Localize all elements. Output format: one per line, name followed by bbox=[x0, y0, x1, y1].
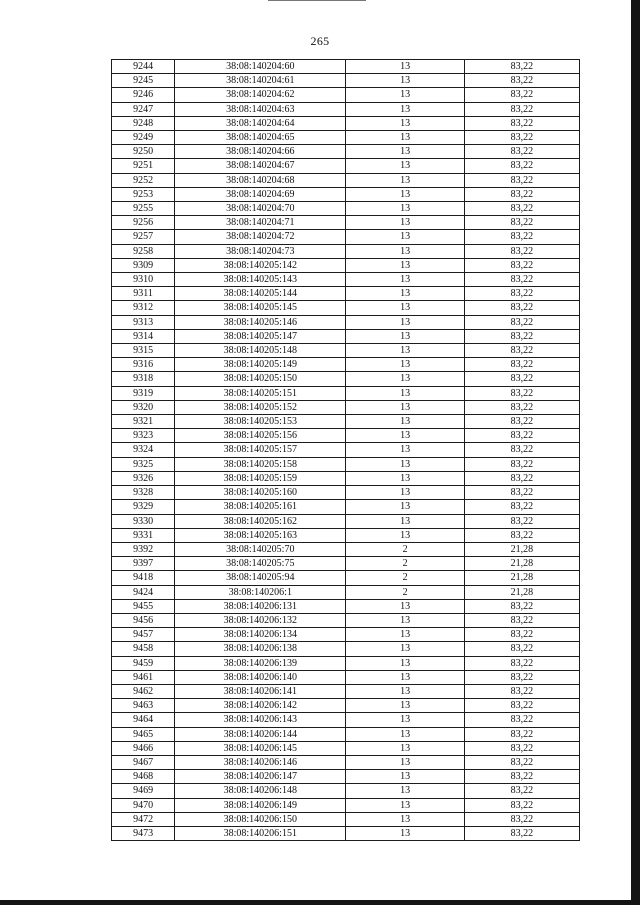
table-row bbox=[112, 287, 580, 301]
row-number-cell: 9330 bbox=[112, 514, 175, 528]
row-number-cell: 9247 bbox=[112, 102, 175, 116]
cadastral-number-cell: 38:08:140204:61 bbox=[175, 74, 346, 88]
row-number-cell: 9321 bbox=[112, 415, 175, 429]
row-number-cell: 9251 bbox=[112, 159, 175, 173]
value-cell: 83,22 bbox=[464, 131, 579, 145]
row-number-cell: 9257 bbox=[112, 230, 175, 244]
cadastral-number-cell: 38:08:140206:145 bbox=[175, 741, 346, 755]
cadastral-number-cell: 38:08:140205:148 bbox=[175, 344, 346, 358]
cadastral-number-cell: 38:08:140206:134 bbox=[175, 628, 346, 642]
count-cell: 13 bbox=[346, 599, 464, 613]
value-cell: 83,22 bbox=[464, 826, 579, 840]
value-cell: 83,22 bbox=[464, 400, 579, 414]
value-cell: 83,22 bbox=[464, 599, 579, 613]
scan-edge-bottom bbox=[0, 900, 640, 905]
table-row bbox=[112, 60, 580, 74]
row-number-cell: 9456 bbox=[112, 613, 175, 627]
table-row bbox=[112, 216, 580, 230]
value-cell: 83,22 bbox=[464, 230, 579, 244]
cadastral-number-cell: 38:08:140205:70 bbox=[175, 542, 346, 556]
table-row bbox=[112, 727, 580, 741]
table-row bbox=[112, 557, 580, 571]
table-row bbox=[112, 145, 580, 159]
row-number-cell: 9424 bbox=[112, 585, 175, 599]
cadastral-number-cell: 38:08:140205:145 bbox=[175, 301, 346, 315]
table-row bbox=[112, 500, 580, 514]
table-row bbox=[112, 102, 580, 116]
table-row bbox=[112, 429, 580, 443]
row-number-cell: 9326 bbox=[112, 471, 175, 485]
value-cell: 83,22 bbox=[464, 727, 579, 741]
value-cell: 83,22 bbox=[464, 216, 579, 230]
cadastral-number-cell: 38:08:140205:163 bbox=[175, 528, 346, 542]
count-cell: 13 bbox=[346, 372, 464, 386]
value-cell: 83,22 bbox=[464, 187, 579, 201]
row-number-cell: 9250 bbox=[112, 145, 175, 159]
value-cell: 83,22 bbox=[464, 755, 579, 769]
row-number-cell: 9315 bbox=[112, 344, 175, 358]
value-cell: 83,22 bbox=[464, 145, 579, 159]
table-row bbox=[112, 372, 580, 386]
count-cell: 13 bbox=[346, 486, 464, 500]
count-cell: 13 bbox=[346, 812, 464, 826]
count-cell: 13 bbox=[346, 102, 464, 116]
cadastral-number-cell: 38:08:140204:66 bbox=[175, 145, 346, 159]
table-row bbox=[112, 486, 580, 500]
value-cell: 83,22 bbox=[464, 741, 579, 755]
table-row bbox=[112, 670, 580, 684]
count-cell: 13 bbox=[346, 784, 464, 798]
value-cell: 83,22 bbox=[464, 202, 579, 216]
cadastral-number-cell: 38:08:140205:149 bbox=[175, 358, 346, 372]
count-cell: 13 bbox=[346, 315, 464, 329]
table-row bbox=[112, 230, 580, 244]
cadastral-number-cell: 38:08:140206:148 bbox=[175, 784, 346, 798]
count-cell: 13 bbox=[346, 684, 464, 698]
value-cell: 83,22 bbox=[464, 415, 579, 429]
row-number-cell: 9464 bbox=[112, 713, 175, 727]
value-cell: 83,22 bbox=[464, 116, 579, 130]
row-number-cell: 9323 bbox=[112, 429, 175, 443]
row-number-cell: 9313 bbox=[112, 315, 175, 329]
value-cell: 83,22 bbox=[464, 670, 579, 684]
value-cell: 83,22 bbox=[464, 88, 579, 102]
table-row bbox=[112, 812, 580, 826]
value-cell: 83,22 bbox=[464, 514, 579, 528]
cadastral-number-cell: 38:08:140205:94 bbox=[175, 571, 346, 585]
cadastral-number-cell: 38:08:140205:162 bbox=[175, 514, 346, 528]
count-cell: 13 bbox=[346, 656, 464, 670]
table-row bbox=[112, 642, 580, 656]
value-cell: 83,22 bbox=[464, 74, 579, 88]
row-number-cell: 9245 bbox=[112, 74, 175, 88]
cadastral-number-cell: 38:08:140206:150 bbox=[175, 812, 346, 826]
value-cell: 83,22 bbox=[464, 329, 579, 343]
row-number-cell: 9458 bbox=[112, 642, 175, 656]
cadastral-number-cell: 38:08:140205:157 bbox=[175, 443, 346, 457]
cadastral-number-cell: 38:08:140205:158 bbox=[175, 457, 346, 471]
count-cell: 2 bbox=[346, 542, 464, 556]
row-number-cell: 9472 bbox=[112, 812, 175, 826]
count-cell: 13 bbox=[346, 400, 464, 414]
row-number-cell: 9320 bbox=[112, 400, 175, 414]
row-number-cell: 9325 bbox=[112, 457, 175, 471]
value-cell: 83,22 bbox=[464, 628, 579, 642]
cadastral-number-cell: 38:08:140205:153 bbox=[175, 415, 346, 429]
value-cell: 83,22 bbox=[464, 358, 579, 372]
table-row bbox=[112, 329, 580, 343]
table-row bbox=[112, 471, 580, 485]
count-cell: 13 bbox=[346, 116, 464, 130]
count-cell: 13 bbox=[346, 798, 464, 812]
count-cell: 13 bbox=[346, 386, 464, 400]
value-cell: 21,28 bbox=[464, 557, 579, 571]
table-row bbox=[112, 88, 580, 102]
table-body bbox=[112, 60, 580, 841]
table-row bbox=[112, 415, 580, 429]
row-number-cell: 9329 bbox=[112, 500, 175, 514]
count-cell: 13 bbox=[346, 329, 464, 343]
table-row bbox=[112, 542, 580, 556]
cadastral-number-cell: 38:08:140205:159 bbox=[175, 471, 346, 485]
value-cell: 83,22 bbox=[464, 372, 579, 386]
cadastral-number-cell: 38:08:140204:67 bbox=[175, 159, 346, 173]
table-row bbox=[112, 315, 580, 329]
row-number-cell: 9248 bbox=[112, 116, 175, 130]
cadastral-number-cell: 38:08:140204:62 bbox=[175, 88, 346, 102]
value-cell: 83,22 bbox=[464, 770, 579, 784]
table-row bbox=[112, 116, 580, 130]
cadastral-number-cell: 38:08:140206:132 bbox=[175, 613, 346, 627]
count-cell: 2 bbox=[346, 571, 464, 585]
row-number-cell: 9319 bbox=[112, 386, 175, 400]
cadastral-number-cell: 38:08:140205:144 bbox=[175, 287, 346, 301]
cadastral-number-cell: 38:08:140204:69 bbox=[175, 187, 346, 201]
count-cell: 13 bbox=[346, 429, 464, 443]
cadastral-number-cell: 38:08:140205:75 bbox=[175, 557, 346, 571]
table-row bbox=[112, 457, 580, 471]
table-row bbox=[112, 571, 580, 585]
value-cell: 83,22 bbox=[464, 713, 579, 727]
value-cell: 83,22 bbox=[464, 173, 579, 187]
cadastral-number-cell: 38:08:140206:143 bbox=[175, 713, 346, 727]
row-number-cell: 9468 bbox=[112, 770, 175, 784]
cadastral-number-cell: 38:08:140204:60 bbox=[175, 60, 346, 74]
count-cell: 13 bbox=[346, 613, 464, 627]
table-row bbox=[112, 443, 580, 457]
table-row bbox=[112, 202, 580, 216]
cadastral-number-cell: 38:08:140204:65 bbox=[175, 131, 346, 145]
value-cell: 83,22 bbox=[464, 315, 579, 329]
row-number-cell: 9310 bbox=[112, 273, 175, 287]
value-cell: 83,22 bbox=[464, 244, 579, 258]
count-cell: 13 bbox=[346, 88, 464, 102]
table-row bbox=[112, 784, 580, 798]
count-cell: 13 bbox=[346, 514, 464, 528]
row-number-cell: 9392 bbox=[112, 542, 175, 556]
row-number-cell: 9311 bbox=[112, 287, 175, 301]
count-cell: 13 bbox=[346, 358, 464, 372]
row-number-cell: 9312 bbox=[112, 301, 175, 315]
count-cell: 13 bbox=[346, 727, 464, 741]
row-number-cell: 9473 bbox=[112, 826, 175, 840]
count-cell: 2 bbox=[346, 557, 464, 571]
row-number-cell: 9328 bbox=[112, 486, 175, 500]
count-cell: 13 bbox=[346, 500, 464, 514]
row-number-cell: 9457 bbox=[112, 628, 175, 642]
cadastral-number-cell: 38:08:140206:141 bbox=[175, 684, 346, 698]
table-row bbox=[112, 741, 580, 755]
table-row bbox=[112, 173, 580, 187]
table-row bbox=[112, 585, 580, 599]
value-cell: 83,22 bbox=[464, 344, 579, 358]
table-row bbox=[112, 386, 580, 400]
row-number-cell: 9258 bbox=[112, 244, 175, 258]
count-cell: 13 bbox=[346, 642, 464, 656]
table-row bbox=[112, 344, 580, 358]
cadastral-number-cell: 38:08:140206:139 bbox=[175, 656, 346, 670]
value-cell: 83,22 bbox=[464, 457, 579, 471]
row-number-cell: 9255 bbox=[112, 202, 175, 216]
table-row bbox=[112, 713, 580, 727]
value-cell: 83,22 bbox=[464, 301, 579, 315]
table-row bbox=[112, 684, 580, 698]
table-row bbox=[112, 599, 580, 613]
row-number-cell: 9314 bbox=[112, 329, 175, 343]
row-number-cell: 9459 bbox=[112, 656, 175, 670]
cadastral-number-cell: 38:08:140205:151 bbox=[175, 386, 346, 400]
row-number-cell: 9253 bbox=[112, 187, 175, 201]
page-number: 265 bbox=[310, 34, 330, 48]
table-row bbox=[112, 159, 580, 173]
table-row bbox=[112, 826, 580, 840]
row-number-cell: 9397 bbox=[112, 557, 175, 571]
cadastral-number-cell: 38:08:140204:68 bbox=[175, 173, 346, 187]
table-row bbox=[112, 400, 580, 414]
cadastral-number-cell: 38:08:140204:70 bbox=[175, 202, 346, 216]
cadastral-number-cell: 38:08:140205:142 bbox=[175, 258, 346, 272]
value-cell: 83,22 bbox=[464, 656, 579, 670]
row-number-cell: 9252 bbox=[112, 173, 175, 187]
count-cell: 13 bbox=[346, 344, 464, 358]
cadastral-number-cell: 38:08:140206:146 bbox=[175, 755, 346, 769]
value-cell: 83,22 bbox=[464, 60, 579, 74]
row-number-cell: 9246 bbox=[112, 88, 175, 102]
count-cell: 13 bbox=[346, 273, 464, 287]
cadastral-number-cell: 38:08:140205:152 bbox=[175, 400, 346, 414]
value-cell: 83,22 bbox=[464, 613, 579, 627]
row-number-cell: 9256 bbox=[112, 216, 175, 230]
cadastral-number-cell: 38:08:140204:72 bbox=[175, 230, 346, 244]
count-cell: 13 bbox=[346, 159, 464, 173]
table-row bbox=[112, 187, 580, 201]
cadastral-number-cell: 38:08:140206:147 bbox=[175, 770, 346, 784]
count-cell: 13 bbox=[346, 755, 464, 769]
count-cell: 13 bbox=[346, 287, 464, 301]
table-row bbox=[112, 74, 580, 88]
value-cell: 83,22 bbox=[464, 287, 579, 301]
cadastral-number-cell: 38:08:140204:73 bbox=[175, 244, 346, 258]
table-row bbox=[112, 798, 580, 812]
value-cell: 21,28 bbox=[464, 571, 579, 585]
count-cell: 13 bbox=[346, 244, 464, 258]
count-cell: 13 bbox=[346, 131, 464, 145]
table-row bbox=[112, 613, 580, 627]
value-cell: 83,22 bbox=[464, 684, 579, 698]
table-row bbox=[112, 770, 580, 784]
count-cell: 13 bbox=[346, 415, 464, 429]
value-cell: 83,22 bbox=[464, 486, 579, 500]
cadastral-number-cell: 38:08:140206:140 bbox=[175, 670, 346, 684]
value-cell: 83,22 bbox=[464, 429, 579, 443]
value-cell: 83,22 bbox=[464, 500, 579, 514]
scan-edge-right bbox=[631, 0, 640, 905]
count-cell: 13 bbox=[346, 443, 464, 457]
table-row bbox=[112, 273, 580, 287]
count-cell: 13 bbox=[346, 770, 464, 784]
count-cell: 13 bbox=[346, 713, 464, 727]
count-cell: 2 bbox=[346, 585, 464, 599]
count-cell: 13 bbox=[346, 74, 464, 88]
table-row bbox=[112, 131, 580, 145]
value-cell: 83,22 bbox=[464, 528, 579, 542]
table-row bbox=[112, 258, 580, 272]
count-cell: 13 bbox=[346, 457, 464, 471]
count-cell: 13 bbox=[346, 258, 464, 272]
table-row bbox=[112, 755, 580, 769]
row-number-cell: 9465 bbox=[112, 727, 175, 741]
count-cell: 13 bbox=[346, 826, 464, 840]
cadastral-number-cell: 38:08:140206:144 bbox=[175, 727, 346, 741]
cadastral-number-cell: 38:08:140204:71 bbox=[175, 216, 346, 230]
table-row bbox=[112, 699, 580, 713]
count-cell: 13 bbox=[346, 741, 464, 755]
row-number-cell: 9469 bbox=[112, 784, 175, 798]
table-row bbox=[112, 301, 580, 315]
cadastral-number-cell: 38:08:140205:150 bbox=[175, 372, 346, 386]
row-number-cell: 9461 bbox=[112, 670, 175, 684]
top-scan-rule bbox=[268, 0, 366, 1]
count-cell: 13 bbox=[346, 670, 464, 684]
row-number-cell: 9418 bbox=[112, 571, 175, 585]
value-cell: 83,22 bbox=[464, 784, 579, 798]
count-cell: 13 bbox=[346, 60, 464, 74]
row-number-cell: 9316 bbox=[112, 358, 175, 372]
value-cell: 83,22 bbox=[464, 273, 579, 287]
cadastral-number-cell: 38:08:140205:156 bbox=[175, 429, 346, 443]
count-cell: 13 bbox=[346, 216, 464, 230]
count-cell: 13 bbox=[346, 699, 464, 713]
cadastral-number-cell: 38:08:140204:63 bbox=[175, 102, 346, 116]
row-number-cell: 9309 bbox=[112, 258, 175, 272]
value-cell: 83,22 bbox=[464, 258, 579, 272]
count-cell: 13 bbox=[346, 528, 464, 542]
row-number-cell: 9249 bbox=[112, 131, 175, 145]
cadastral-number-cell: 38:08:140204:64 bbox=[175, 116, 346, 130]
table-row bbox=[112, 528, 580, 542]
table-row bbox=[112, 244, 580, 258]
table-row bbox=[112, 656, 580, 670]
cadastral-number-cell: 38:08:140206:142 bbox=[175, 699, 346, 713]
value-cell: 83,22 bbox=[464, 798, 579, 812]
count-cell: 13 bbox=[346, 230, 464, 244]
count-cell: 13 bbox=[346, 628, 464, 642]
cadastral-number-cell: 38:08:140205:161 bbox=[175, 500, 346, 514]
value-cell: 21,28 bbox=[464, 585, 579, 599]
value-cell: 83,22 bbox=[464, 102, 579, 116]
row-number-cell: 9244 bbox=[112, 60, 175, 74]
row-number-cell: 9462 bbox=[112, 684, 175, 698]
value-cell: 83,22 bbox=[464, 812, 579, 826]
table-row bbox=[112, 358, 580, 372]
value-cell: 83,22 bbox=[464, 159, 579, 173]
value-cell: 83,22 bbox=[464, 471, 579, 485]
cadastral-number-cell: 38:08:140206:149 bbox=[175, 798, 346, 812]
row-number-cell: 9318 bbox=[112, 372, 175, 386]
count-cell: 13 bbox=[346, 471, 464, 485]
row-number-cell: 9324 bbox=[112, 443, 175, 457]
row-number-cell: 9455 bbox=[112, 599, 175, 613]
cadastral-number-cell: 38:08:140205:146 bbox=[175, 315, 346, 329]
cadastral-number-cell: 38:08:140206:1 bbox=[175, 585, 346, 599]
value-cell: 83,22 bbox=[464, 699, 579, 713]
row-number-cell: 9470 bbox=[112, 798, 175, 812]
row-number-cell: 9466 bbox=[112, 741, 175, 755]
cadastral-number-cell: 38:08:140205:147 bbox=[175, 329, 346, 343]
cadastral-number-cell: 38:08:140206:138 bbox=[175, 642, 346, 656]
value-cell: 83,22 bbox=[464, 642, 579, 656]
table-row bbox=[112, 514, 580, 528]
cadastral-number-cell: 38:08:140206:151 bbox=[175, 826, 346, 840]
cadastral-number-cell: 38:08:140206:131 bbox=[175, 599, 346, 613]
count-cell: 13 bbox=[346, 202, 464, 216]
row-number-cell: 9463 bbox=[112, 699, 175, 713]
value-cell: 21,28 bbox=[464, 542, 579, 556]
value-cell: 83,22 bbox=[464, 443, 579, 457]
count-cell: 13 bbox=[346, 173, 464, 187]
cadastral-number-cell: 38:08:140205:160 bbox=[175, 486, 346, 500]
row-number-cell: 9331 bbox=[112, 528, 175, 542]
count-cell: 13 bbox=[346, 187, 464, 201]
cadastral-number-cell: 38:08:140205:143 bbox=[175, 273, 346, 287]
table-row bbox=[112, 628, 580, 642]
count-cell: 13 bbox=[346, 145, 464, 159]
count-cell: 13 bbox=[346, 301, 464, 315]
data-table bbox=[111, 59, 580, 841]
value-cell: 83,22 bbox=[464, 386, 579, 400]
row-number-cell: 9467 bbox=[112, 755, 175, 769]
